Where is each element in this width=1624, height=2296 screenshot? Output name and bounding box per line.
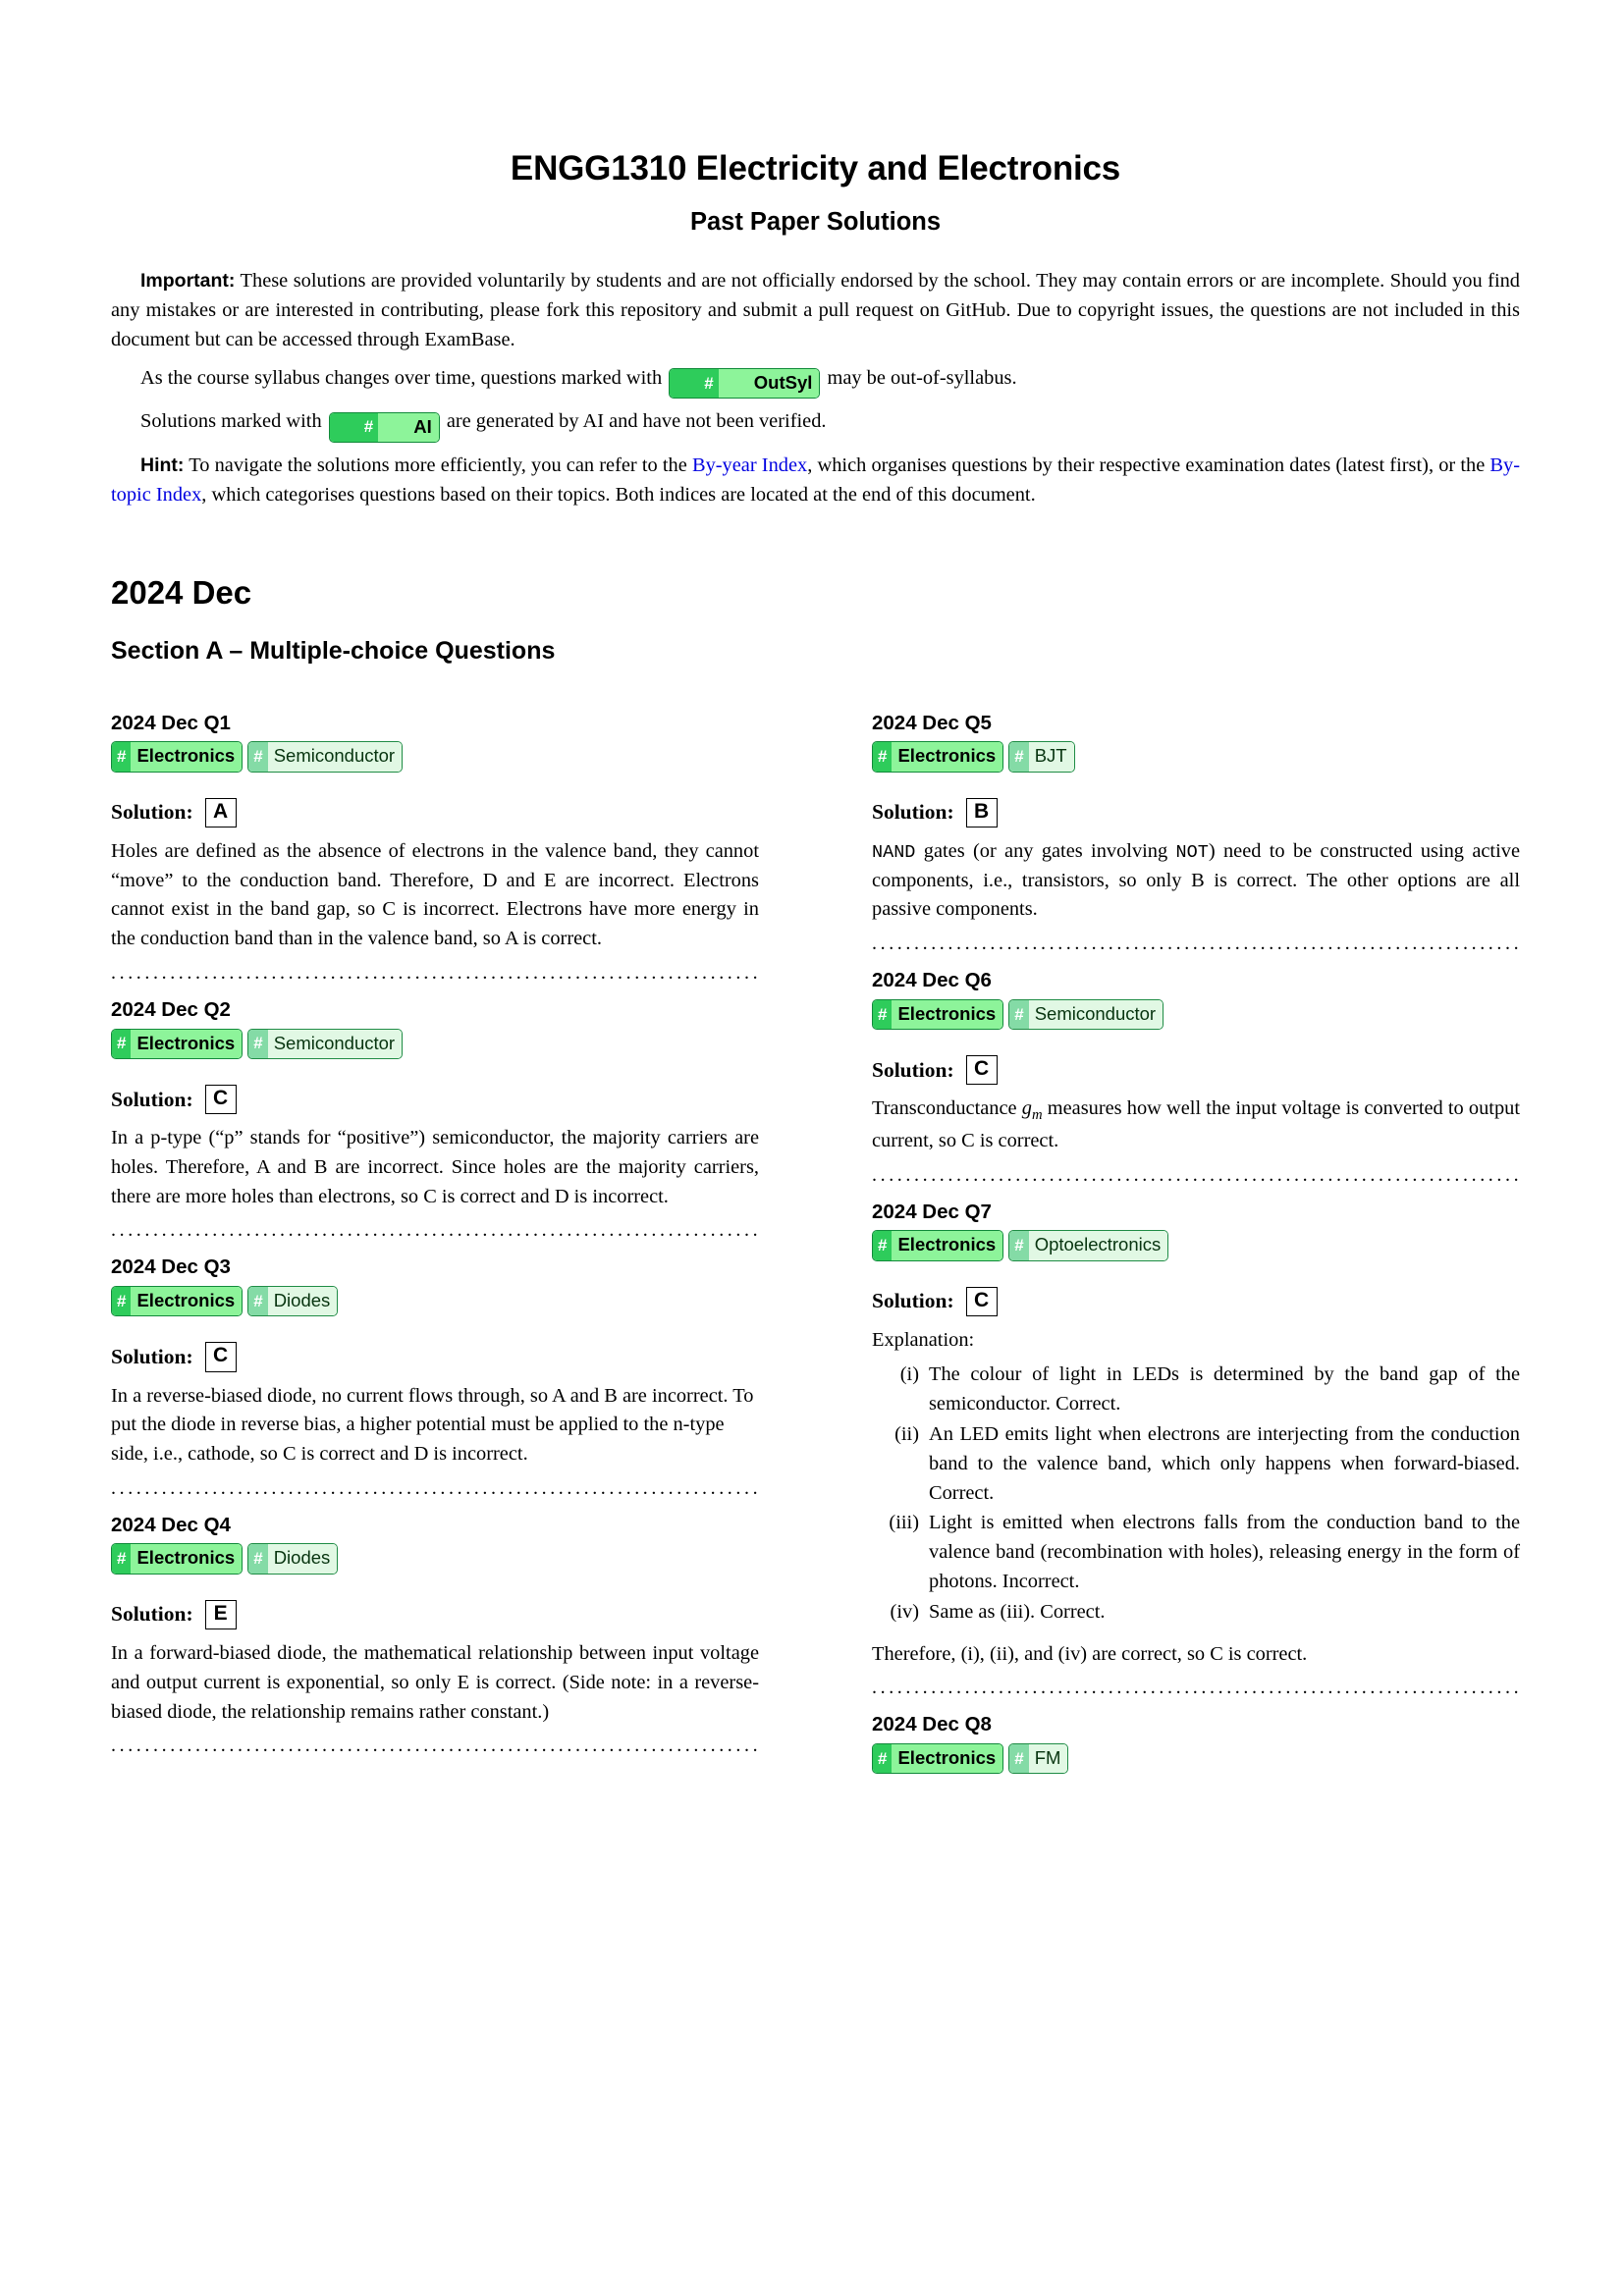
list-item-text: The colour of light in LEDs is determined by the band gap of the semiconductor. Correct. <box>929 1363 1520 1415</box>
hint-text-1: To navigate the solutions more efficiently, you can refer to the <box>184 454 692 477</box>
outsyl-text-after: may be out-of-syllabus. <box>822 366 1017 389</box>
question-title: 2024 Dec Q6 <box>872 969 992 992</box>
solution-line <box>872 1265 1520 1326</box>
ai-text-before: Solutions marked with <box>140 410 327 433</box>
math-symbol-gm <box>1021 1097 1043 1124</box>
list-item-number: (iii) <box>889 1512 919 1534</box>
solution-line <box>872 1034 1520 1095</box>
list-item-text: Light is emitted when electrons falls from the conduction band to the valence band (recombination with holes), releasing energy in the form of photons. Incorrect. <box>929 1512 1520 1592</box>
question-title: 2024 Dec Q5 <box>872 711 992 734</box>
topic-tag-secondary[interactable] <box>247 741 403 773</box>
topic-tag-electronics[interactable] <box>872 1230 1003 1261</box>
section-divider <box>872 933 1520 954</box>
solution-paragraph: In a reverse-biased diode, no current flows through, so A and B are incorrect. To put the diode in reverse bias, a higher potential must be applied to the n-type side, i.e., cathode, so C is correct and D is incorrect. <box>111 1384 754 1466</box>
tag-row <box>111 741 759 776</box>
solution-paragraph <box>872 1095 1520 1155</box>
question-block-q1 <box>111 713 759 984</box>
question-block-q8 <box>872 1698 1520 1778</box>
question-title: 2024 Dec Q3 <box>111 1255 231 1279</box>
solution-label: Solution: <box>872 1289 954 1313</box>
answer-box: E <box>205 1600 237 1629</box>
hint-paragraph <box>111 443 1520 510</box>
answer-box: C <box>966 1287 998 1316</box>
question-title: 2024 Dec Q8 <box>872 1713 992 1736</box>
code-not: NOT <box>1175 841 1209 863</box>
ai-badge-label: AI <box>378 413 439 443</box>
question-title: 2024 Dec Q7 <box>872 1200 992 1223</box>
solution-label: Solution: <box>111 800 193 825</box>
solution-paragraph: Holes are defined as the absence of electrons in the valence band, they cannot “move” to the conduction band. Therefore, D and E are incorrect. Electrons cannot exist in the band gap, so C is incorrect. Electrons have more energy in the conduction band than in the valence band, so A is correct. <box>111 839 759 950</box>
topic-tag-secondary[interactable] <box>1008 1230 1168 1261</box>
hash-icon: # <box>248 1030 267 1059</box>
answer-box: A <box>205 798 237 828</box>
hash-icon: # <box>248 1287 267 1316</box>
hash-icon: # <box>873 1231 892 1260</box>
important-label: Important: <box>140 269 236 292</box>
topic-tag-electronics[interactable] <box>111 1029 243 1060</box>
hint-text-3: , which categorises questions based on their topics. Both indices are located at the end of this document. <box>201 484 1036 506</box>
ai-text-after: are generated by AI and have not been verified. <box>441 410 827 433</box>
tag-label: Electronics <box>892 1231 1002 1260</box>
question-block-q5 <box>872 713 1520 954</box>
question-block-q2 <box>111 984 759 1241</box>
hash-icon: # <box>1009 742 1028 772</box>
tag-row <box>111 1029 759 1064</box>
topic-tag-secondary[interactable] <box>247 1286 338 1317</box>
section-divider <box>111 1477 759 1499</box>
tag-label: Electronics <box>892 1000 1002 1030</box>
section-divider <box>111 1219 759 1241</box>
tag-label: Diodes <box>268 1544 338 1574</box>
tag-label: Electronics <box>131 742 242 772</box>
solution-line <box>111 1320 759 1381</box>
right-column <box>872 713 1520 1779</box>
answer-box: B <box>966 798 998 828</box>
solution-line <box>111 776 759 837</box>
topic-tag-secondary[interactable] <box>1008 741 1074 773</box>
section-divider <box>111 1735 759 1756</box>
topic-tag-electronics[interactable] <box>872 741 1003 773</box>
tag-label: FM <box>1029 1744 1068 1774</box>
outsyl-paragraph <box>111 355 1520 400</box>
topic-tag-secondary[interactable] <box>247 1029 403 1060</box>
tag-row <box>872 999 1520 1035</box>
hash-icon: # <box>1009 1231 1028 1260</box>
solution-line <box>872 776 1520 837</box>
question-title: 2024 Dec Q2 <box>111 998 231 1021</box>
explanation-label: Explanation: <box>872 1328 975 1351</box>
tag-label: Semiconductor <box>268 742 402 772</box>
section-divider <box>872 1677 1520 1698</box>
hash-icon: # <box>112 1287 131 1316</box>
math-symbol-base: g <box>1021 1097 1032 1120</box>
hash-icon: # <box>670 369 718 399</box>
tag-label: Semiconductor <box>268 1030 402 1059</box>
hash-icon: # <box>112 742 131 772</box>
tag-label: Diodes <box>268 1287 338 1316</box>
section-heading: Section A – Multiple-choice Questions <box>111 637 556 666</box>
topic-tag-secondary[interactable] <box>1008 1743 1068 1775</box>
important-paragraph <box>111 238 1520 355</box>
solution-label: Solution: <box>872 1057 954 1082</box>
hash-icon: # <box>112 1030 131 1059</box>
list-item-number: (i) <box>899 1363 919 1386</box>
list-item <box>872 1361 1520 1419</box>
section-divider <box>872 1164 1520 1186</box>
code-nand: NAND <box>872 841 916 863</box>
tag-label: BJT <box>1029 742 1074 772</box>
left-column <box>111 713 759 1779</box>
list-item-number: (ii) <box>894 1423 919 1446</box>
solution-line <box>111 1578 759 1639</box>
ai-paragraph <box>111 399 1520 443</box>
tag-label: Electronics <box>131 1544 242 1574</box>
hash-icon: # <box>873 742 892 772</box>
list-item-number: (iv) <box>890 1600 919 1623</box>
answer-box: C <box>205 1342 237 1371</box>
hash-icon: # <box>112 1544 131 1574</box>
solution-paragraph <box>872 837 1520 925</box>
list-item <box>872 1509 1520 1596</box>
hint-text-2: , which organises questions by their respective examination dates (latest first), or the <box>807 454 1490 477</box>
conclusion-paragraph: Therefore, (i), (ii), and (iv) are correct, so C is correct. <box>872 1642 1308 1665</box>
hash-icon: # <box>873 1744 892 1774</box>
solution-label: Solution: <box>872 800 954 825</box>
outsyl-badge-label: OutSyl <box>719 369 820 399</box>
solution-line <box>111 1063 759 1124</box>
by-topic-index-link[interactable]: By-topic Index <box>111 454 1520 506</box>
ai-badge <box>329 412 440 444</box>
tag-row <box>872 1743 1520 1779</box>
solution-text-end: ) need to be constructed using active components, i.e., transistors, so only B is correct. The other options are all passive components. <box>872 839 1521 921</box>
answer-box: C <box>966 1055 998 1085</box>
tag-row <box>111 1543 759 1578</box>
question-block-q6 <box>872 954 1520 1185</box>
important-text: These solutions are provided voluntarily by students and are not officially endorsed by the school. They may contain errors or are incomplete. Should you find any mistakes or are interested in contributing, please fork this repository and submit a pull request on GitHub. Due to copyright issues, the questions are not included in this document but can be accessed through ExamBase. <box>111 269 1520 350</box>
section-divider <box>111 962 759 984</box>
hash-icon: # <box>1009 1000 1028 1030</box>
topic-tag-electronics[interactable] <box>872 1743 1003 1775</box>
document-title: ENGG1310 Electricity and Electronics <box>510 149 1121 187</box>
tag-label: Electronics <box>131 1030 242 1059</box>
solution-paragraph: In a forward-biased diode, the mathematical relationship between input voltage and output current is exponential, so only E is correct. (Side note: in a reverse-biased diode, the relationship remains rather constant.) <box>111 1641 759 1723</box>
solution-label: Solution: <box>111 1087 193 1111</box>
question-title: 2024 Dec Q1 <box>111 711 231 734</box>
tag-label: Electronics <box>892 1744 1002 1774</box>
solution-text-after: measures how well the input voltage is converted to output current, so C is correct. <box>872 1097 1521 1151</box>
hint-label: Hint: <box>140 454 185 477</box>
solution-label: Solution: <box>111 1602 193 1627</box>
solution-label: Solution: <box>111 1345 193 1368</box>
tag-label: Optoelectronics <box>1029 1231 1168 1260</box>
hash-icon: # <box>330 413 378 443</box>
list-item-text: An LED emits light when electrons are interjecting from the conduction band to the valence band, which only happens when forward-biased. Correct. <box>929 1423 1520 1504</box>
question-block-q7 <box>872 1186 1520 1699</box>
outsyl-text-before: As the course syllabus changes over time, questions marked with <box>140 366 668 389</box>
tag-label: Electronics <box>892 742 1002 772</box>
tag-row <box>872 741 1520 776</box>
document-subtitle: Past Paper Solutions <box>689 208 942 237</box>
outsyl-badge <box>669 368 820 400</box>
tag-row <box>872 1230 1520 1265</box>
question-title: 2024 Dec Q4 <box>111 1513 231 1536</box>
hash-icon: # <box>1009 1744 1028 1774</box>
topic-tag-electronics[interactable] <box>111 1543 243 1575</box>
list-item-text: Same as (iii). Correct. <box>929 1600 1106 1623</box>
topic-tag-secondary[interactable] <box>247 1543 338 1575</box>
list-item <box>872 1598 1520 1628</box>
tag-label: Electronics <box>131 1287 242 1316</box>
hash-icon: # <box>248 742 267 772</box>
answer-box: C <box>205 1085 237 1114</box>
explanation-list <box>872 1355 1520 1627</box>
tag-row <box>111 1286 759 1321</box>
question-block-q4 <box>111 1499 759 1756</box>
by-year-index-link[interactable]: By-year Index <box>691 454 808 477</box>
year-heading: 2024 Dec <box>111 573 252 611</box>
math-symbol-subscript: m <box>1031 1107 1043 1124</box>
solution-text-before: Transconductance <box>872 1097 1022 1120</box>
topic-tag-electronics[interactable] <box>872 999 1003 1031</box>
solution-paragraph: In a p-type (“p” stands for “positive”) semiconductor, the majority carriers are holes. Therefore, A and B are incorrect. Since holes are the majority carriers, there are more holes than electrons, so C is correct and D is incorrect. <box>111 1127 759 1207</box>
list-item <box>872 1420 1520 1508</box>
hash-icon: # <box>873 1000 892 1030</box>
topic-tag-secondary[interactable] <box>1008 999 1164 1031</box>
question-block-q3 <box>111 1241 759 1498</box>
two-column-body <box>111 666 1520 1779</box>
page-content <box>111 0 1520 1778</box>
solution-text-mid: gates (or any gates involving <box>915 839 1176 862</box>
tag-label: Semiconductor <box>1029 1000 1163 1030</box>
hash-icon: # <box>248 1544 267 1574</box>
topic-tag-electronics[interactable] <box>111 1286 243 1317</box>
topic-tag-electronics[interactable] <box>111 741 243 773</box>
